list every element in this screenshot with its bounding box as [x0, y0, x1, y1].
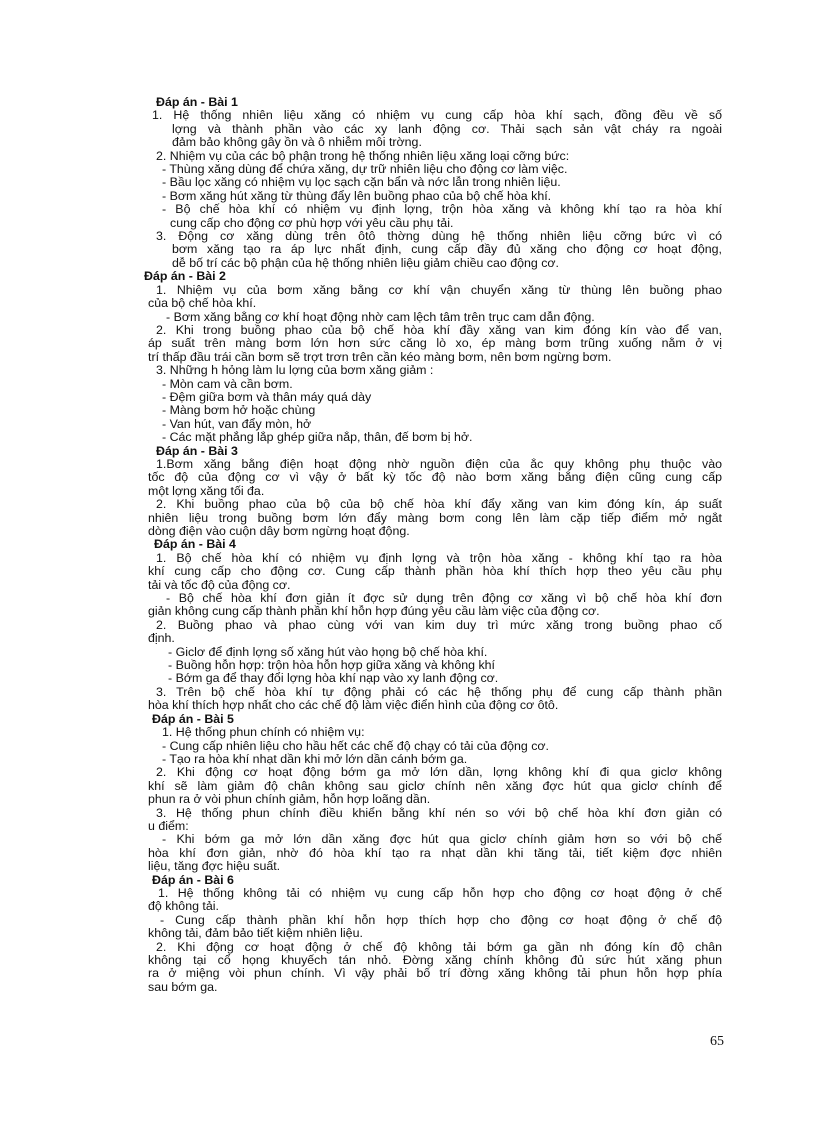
- text-line: 1.Bơm xăng bằng điện hoạt động nhờ nguồn điện của ắc quy không phụ thuộc vào: [156, 457, 722, 471]
- text-line: 2. Khi động cơ hoạt động bớm ga mở lớn dần, lợng không khí đi qua giclơ không: [156, 766, 722, 780]
- text-line: áp suất trên màng bơm lớn hơn sức căng lò xo, ép màng bơm trũng xuống nằm ở vị: [148, 337, 722, 351]
- text-line: một lợng xăng tối đa.: [148, 484, 265, 498]
- document-page: [144, 96, 722, 994]
- text-line: lợng và thành phần vào các xy lanh động cơ. Thải sạch sản vật cháy ra ngoài: [172, 122, 722, 136]
- section-heading: Đáp án - Bài 4: [154, 538, 236, 552]
- page-number: 65: [710, 1034, 724, 1049]
- text-line: 3. Những h hỏng làm lu lợng của bơm xăng giảm :: [156, 364, 434, 378]
- section-heading: Đáp án - Bài 3: [156, 444, 238, 458]
- text-line: tốc độ của động cơ vì vậy ở bất kỳ tốc độ nào bơm xăng bằng điện cũng cung cấp: [148, 471, 722, 485]
- text-line: 2. Khi buồng phao của bộ của bộ chế hòa khí đẩy xăng van kim đóng kín, áp suất: [156, 498, 722, 512]
- text-line: hòa khí đơn giản, nhờ đó hòa khí tạo ra nhạt dần khi tăng tải, tiết kiệm đợc nhiên: [148, 846, 722, 860]
- text-line: định.: [148, 632, 175, 646]
- text-line: - Cung cấp thành phần khí hỗn hợp thích hợp cho động cơ hoạt động ở chế độ: [160, 913, 722, 927]
- text-line: tải và tốc độ của động cơ.: [148, 578, 291, 592]
- text-line: đảm bảo không gây ồn và ô nhiễm môi trờng.: [172, 136, 422, 150]
- text-line: u điểm:: [148, 819, 189, 833]
- text-line: 1. Hệ thống phun chính có nhiệm vụ:: [162, 726, 365, 740]
- text-line: trí thấp đầu trái cần bơm sẽ trợt trơn trên cần kéo màng bơm, nên bơm ngừng bơm.: [148, 350, 612, 364]
- text-line: - Bơm xăng bằng cơ khí hoạt động nhờ cam lệch tâm trên trục cam dẫn động.: [166, 310, 595, 324]
- text-line: - Đệm giữa bơm và thân máy quá dày: [162, 390, 372, 404]
- text-line: giản không cung cấp thành phần khí hỗn hợp đúng yêu cầu làm việc của động cơ.: [148, 605, 600, 619]
- section-heading: Đáp án - Bài 5: [152, 712, 234, 726]
- text-line: - Màng bơm hở hoặc chùng: [162, 404, 316, 418]
- text-line: không tại cổ họng khuyếch tán nhỏ. Đờng xăng chính không đủ sức hút xăng phun: [148, 954, 722, 967]
- text-line: sau bớm ga.: [148, 980, 218, 994]
- text-line: của bộ chế hòa khí.: [148, 297, 257, 311]
- text-line: 1. Bộ chế hòa khí có nhiệm vụ định lợng và trộn hòa xăng - không khí tạo ra hòa: [156, 551, 722, 565]
- text-line: - Van hút, van đẩy mòn, hở: [162, 417, 312, 431]
- text-line: 3. Động cơ xăng dùng trên ôtô thờng dùng hệ thống nhiên liệu cỡng bức vì có: [156, 230, 722, 244]
- text-line: 1. Nhiệm vụ của bơm xăng bằng cơ khí vận chuyển xăng từ thùng lên buồng phao: [156, 283, 722, 297]
- text-line: độ không tải.: [148, 900, 219, 914]
- text-line: - Bơm xăng hút xăng từ thùng đẩy lên buồng phao của bộ chế hòa khí.: [162, 189, 552, 203]
- text-line: 2. Khi động cơ hoạt động ở chế độ không tải bớm ga gần nh đóng kín độ chân: [156, 940, 722, 954]
- text-line: - Các mặt phẳng lắp ghép giữa nắp, thân, đế bơm bị hở.: [162, 431, 473, 445]
- text-line: - Giclơ để định lợng số xăng hút vào họng bộ chế hòa khí.: [168, 645, 488, 659]
- text-line: hòa khí thích hợp nhất cho các chế độ làm việc điển hình của động cơ ôtô.: [148, 699, 559, 713]
- text-line: - Buồng hỗn hợp: trộn hòa hỗn hợp giữa xăng và không khí: [168, 659, 495, 673]
- text-line: - Tạo ra hòa khí nhạt dần khi mở lớn dần cánh bớm ga.: [162, 752, 468, 766]
- text-line: liệu, tăng đợc hiệu suất.: [148, 860, 281, 874]
- text-line: - Bộ chế hòa khí đơn giản ít đợc sử dụng trên động cơ xăng vì bộ chế hòa khí đơn: [166, 592, 722, 606]
- text-line: dòng điện vào cuộn dây bơm ngừng hoạt động.: [148, 525, 410, 538]
- text-line: cung cấp cho động cơ phù hợp với yêu cầu phụ tải.: [170, 216, 454, 230]
- text-line: 2. Nhiệm vụ của các bộ phận trong hệ thống nhiên liệu xăng loại cỡng bức:: [156, 149, 570, 163]
- section-heading: Đáp án - Bài 1: [156, 96, 238, 109]
- text-line: ra ở miệng vòi phun chính. Vì vậy phải bố trí đờng xăng không tải phun hỗn hợp phía: [148, 967, 722, 981]
- text-line: 1. Hệ thống nhiên liệu xăng có nhiệm vụ cung cấp hòa khí sạch, đồng đều về số: [152, 109, 722, 123]
- text-line: - Bớm ga để thay đổi lợng hòa khí nạp vào xy lanh động cơ.: [168, 672, 499, 686]
- text-line: 2. Khi trong buồng phao của bộ chế hòa khí đầy xăng van kim đóng kín vào để van,: [156, 323, 722, 337]
- text-line: 3. Hệ thống phun chính điều khiển bằng khí nén so với bộ chế hòa khí đơn giản có: [156, 806, 722, 820]
- text-line: bơm xăng tạo ra áp lực nhất định, cung cấp đầy đủ xăng cho động cơ hoạt động,: [172, 243, 722, 257]
- text-line: 1. Hệ thống không tải có nhiệm vụ cung cấp hỗn hợp cho động cơ hoạt động ở chế: [158, 886, 722, 900]
- text-line: khí cung cấp cho động cơ. Cung cấp thành phần hòa khí thích hợp theo yêu cầu phụ: [148, 565, 722, 579]
- text-line: nhiên liệu trong buồng bơm lớn đẩy màng bơm cong lên làm cặp tiếp điểm mở ngắt: [148, 511, 722, 525]
- text-line: - Bầu lọc xăng có nhiệm vụ lọc sạch cặn bẩn và nớc lẫn trong nhiên liệu.: [162, 176, 561, 190]
- text-line: khí sẽ làm giảm độ chân không sau giclơ chính nên xăng đợc hút qua giclơ chính để: [148, 779, 722, 793]
- text-line: dễ bố trí các bộ phận của hệ thống nhiên liệu giảm chiều cao động cơ.: [172, 256, 559, 270]
- text-line: - Khi bớm ga mở lớn dần xăng đợc hút qua giclơ chính giảm hơn so với bộ chế: [162, 833, 722, 847]
- text-line: 2. Buồng phao và phao cùng với van kim duy trì mức xăng trong buồng phao cố: [156, 618, 722, 632]
- section-heading: Đáp án - Bài 6: [152, 873, 234, 887]
- section-heading: Đáp án - Bài 2: [144, 270, 226, 284]
- text-line: 3. Trên bộ chế hòa khí tự động phải có các hệ thống phụ để cung cấp thành phần: [156, 685, 722, 699]
- text-line: - Cung cấp nhiên liệu cho hầu hết các chế độ chạy có tải của động cơ.: [162, 739, 549, 753]
- text-line: - Thùng xăng dùng để chứa xăng, dự trữ nhiên liệu cho động cơ làm việc.: [162, 163, 568, 177]
- text-line: - Mòn cam và cần bơm.: [162, 377, 293, 391]
- text-line: không tải, đảm bảo tiết kiệm nhiên liệu.: [148, 927, 363, 941]
- text-line: phun ra ở vòi phun chính giảm, hỗn hợp loãng dần.: [148, 793, 431, 807]
- text-line: - Bộ chế hòa khí có nhiệm vụ định lợng, trộn hòa xăng và không khí tạo ra hòa khí: [162, 203, 722, 217]
